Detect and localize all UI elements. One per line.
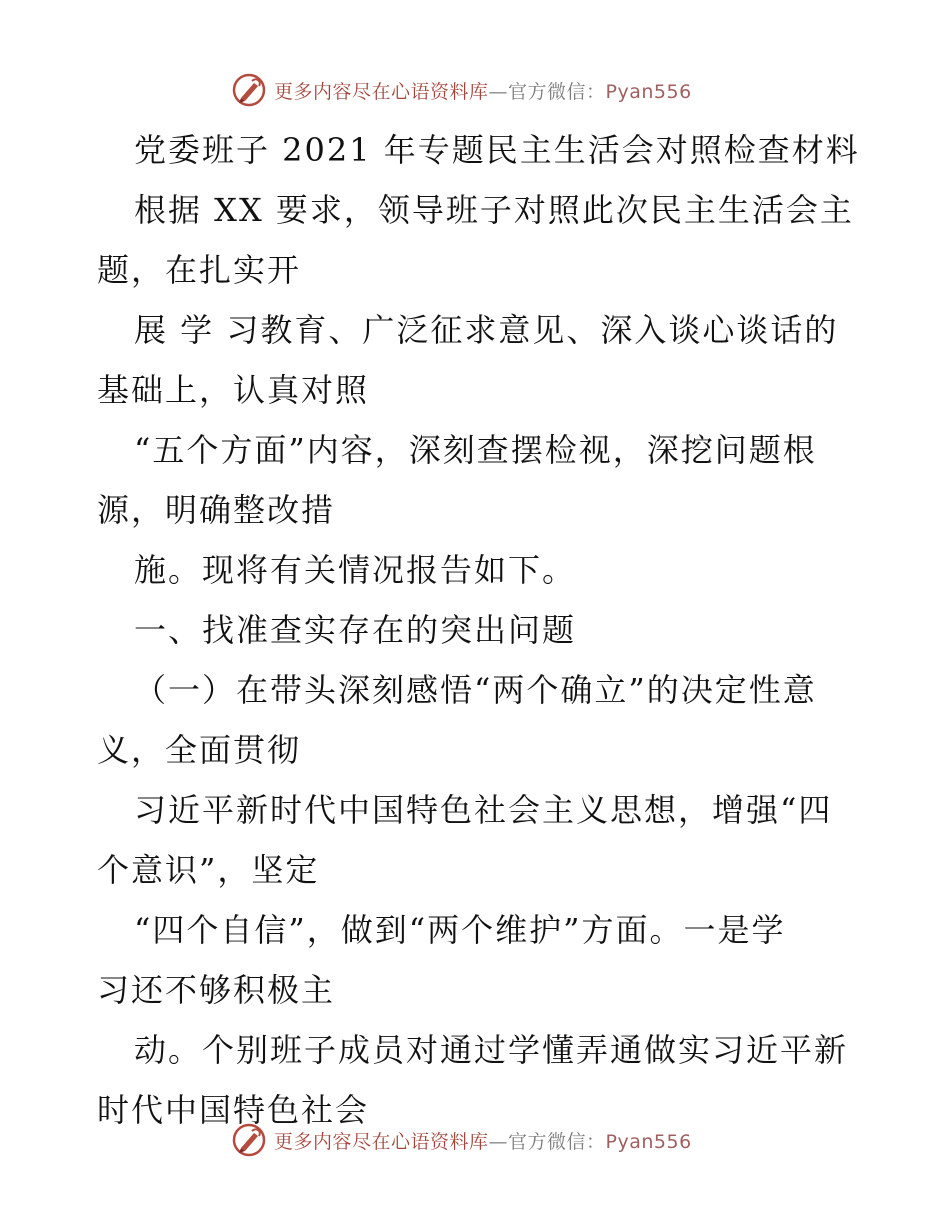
text-line: 基础上，认真对照 bbox=[97, 371, 370, 409]
text-line: 个意识”，坚定 bbox=[97, 851, 320, 889]
text-line: 党委班子 2021 年专题民主生活会对照检查材料 bbox=[134, 131, 860, 169]
text-line: “五个方面”内容，深刻查摆检视，深挖问题根 bbox=[134, 431, 817, 469]
text-line: 展 学 习教育、广泛征求意见、深入谈心谈话的 bbox=[134, 311, 839, 349]
text-line: 一、找准查实存在的突出问题 bbox=[134, 611, 577, 649]
document-body bbox=[97, 120, 860, 1140]
text-line: 施。现将有关情况报告如下。 bbox=[134, 551, 577, 589]
watermark-text: 更多内容尽在心语资料库—官方微信：Pyan556 bbox=[274, 80, 692, 103]
pen-logo-icon bbox=[232, 1123, 266, 1157]
text-line: 动。个别班子成员对通过学懂弄通做实习近平新 bbox=[134, 1031, 849, 1069]
header-watermark bbox=[232, 70, 752, 110]
text-line: 源，明确整改措 bbox=[97, 491, 336, 529]
text-line: （一）在带头深刻感悟“两个确立”的决定性意 bbox=[134, 671, 817, 709]
text-line: “四个自信”，做到“两个维护”方面。一是学 bbox=[134, 911, 786, 949]
text-line: 时代中国特色社会 bbox=[97, 1091, 370, 1129]
text-line: 题，在扎实开 bbox=[97, 251, 302, 289]
text-line: 习还不够积极主 bbox=[97, 971, 336, 1009]
text-line: 义，全面贯彻 bbox=[97, 731, 302, 769]
text-line: 习近平新时代中国特色社会主义思想，增强“四 bbox=[134, 791, 833, 829]
watermark-text: 更多内容尽在心语资料库—官方微信：Pyan556 bbox=[274, 1130, 692, 1153]
footer-watermark bbox=[232, 1120, 752, 1160]
text-line: 根据 XX 要求，领导班子对照此次民主生活会主 bbox=[134, 191, 854, 229]
pen-logo-icon bbox=[232, 73, 266, 107]
